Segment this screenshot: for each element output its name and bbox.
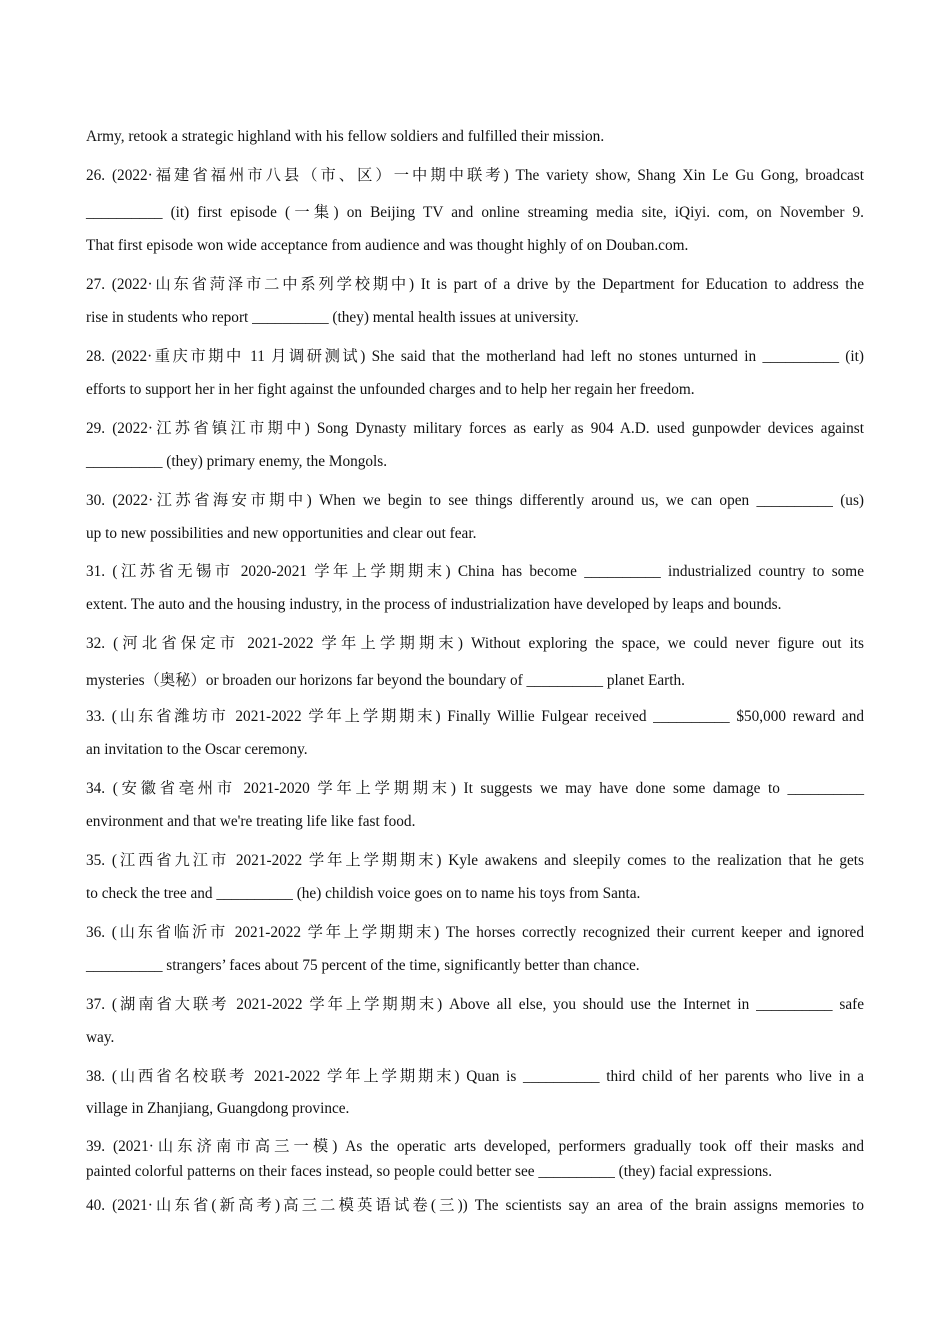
question-line: extent. The auto and the housing industry, in the process of industrialization have developed by leaps and bounds. [86,596,782,613]
question-line: 29. (2022·江苏省镇江市期中) Song Dynasty military forces as early as 904 A.D. used gunpowder devices against [86,420,864,437]
question-line: to check the tree and __________ (he) childish voice goes on to name his toys from Santa. [86,885,641,902]
question-line: __________ (they) primary enemy, the Mongols. [86,453,388,470]
question-line: 27. (2022·山东省菏泽市二中系列学校期中) It is part of a drive by the Department for Education to address the [86,276,864,293]
question-line: village in Zhanjiang, Guangdong province. [86,1100,350,1117]
question-line: 37. (湖南省大联考 2021-2022 学年上学期期末) Above all else, you should use the Internet in __________ safe [86,996,864,1013]
question-line: __________ (it) first episode (一集) on Beijing TV and online streaming media site, iQiyi. com, on November 9. [86,204,864,221]
question-line: 30. (2022·江苏省海安市期中) When we begin to see things differently around us, we can open __________ (us) [86,492,864,509]
question-line: mysteries（奥秘）or broaden our horizons far beyond the boundary of __________ planet Earth. [86,672,685,689]
question-line: 40. (2021·山东省(新高考)高三二模英语试卷(三)) The scientists say an area of the brain assigns memories to [86,1197,864,1214]
question-line: 33. (山东省潍坊市 2021-2022 学年上学期期末) Finally Willie Fulgear received __________ $50,000 reward and [86,708,864,725]
question-line: up to new possibilities and new opportunities and clear out fear. [86,525,477,542]
question-line: 34. (安徽省亳州市 2021-2020 学年上学期期末) It suggests we may have done some damage to __________ [86,780,864,797]
question-line: 31. (江苏省无锡市 2020-2021 学年上学期期末) China has become __________ industrialized country to some [86,563,864,580]
question-line: 28. (2022·重庆市期中 11 月调研测试) She said that the motherland had left no stones unturned in __________ (it) [86,348,864,365]
question-line: an invitation to the Oscar ceremony. [86,741,308,758]
question-line: 38. (山西省名校联考 2021-2022 学年上学期期末) Quan is __________ third child of her parents who live in a [86,1068,864,1085]
continuation-text: Army, retook a strategic highland with his fellow soldiers and fulfilled their mission. [86,128,605,145]
question-line: way. [86,1029,115,1046]
question-line: painted colorful patterns on their faces instead, so people could better see __________ (they) facial expressions. [86,1163,773,1180]
question-line: environment and that we're treating life like fast food. [86,813,416,830]
question-line: 35. (江西省九江市 2021-2022 学年上学期期末) Kyle awakens and sleepily comes to the realization that he gets [86,852,864,869]
question-line: 32. (河北省保定市 2021-2022 学年上学期期末) Without exploring the space, we could never figure out its [86,635,864,652]
question-line: That first episode won wide acceptance from audience and was thought highly of on Douban.com. [86,237,689,254]
question-line: __________ strangers’ faces about 75 percent of the time, significantly better than chance. [86,957,640,974]
question-line: rise in students who report __________ (they) mental health issues at university. [86,309,579,326]
question-line: 39. (2021·山东济南市高三一模) As the operatic arts developed, performers gradually took off their masks and [86,1138,864,1155]
question-line: 26. (2022·福建省福州市八县（市、区）一中期中联考) The variety show, Shang Xin Le Gu Gong, broadcast [86,167,864,184]
question-line: 36. (山东省临沂市 2021-2022 学年上学期期末) The horses correctly recognized their current keeper and ignored [86,924,864,941]
question-line: efforts to support her in her fight against the unfounded charges and to help her regain her freedom. [86,381,695,398]
